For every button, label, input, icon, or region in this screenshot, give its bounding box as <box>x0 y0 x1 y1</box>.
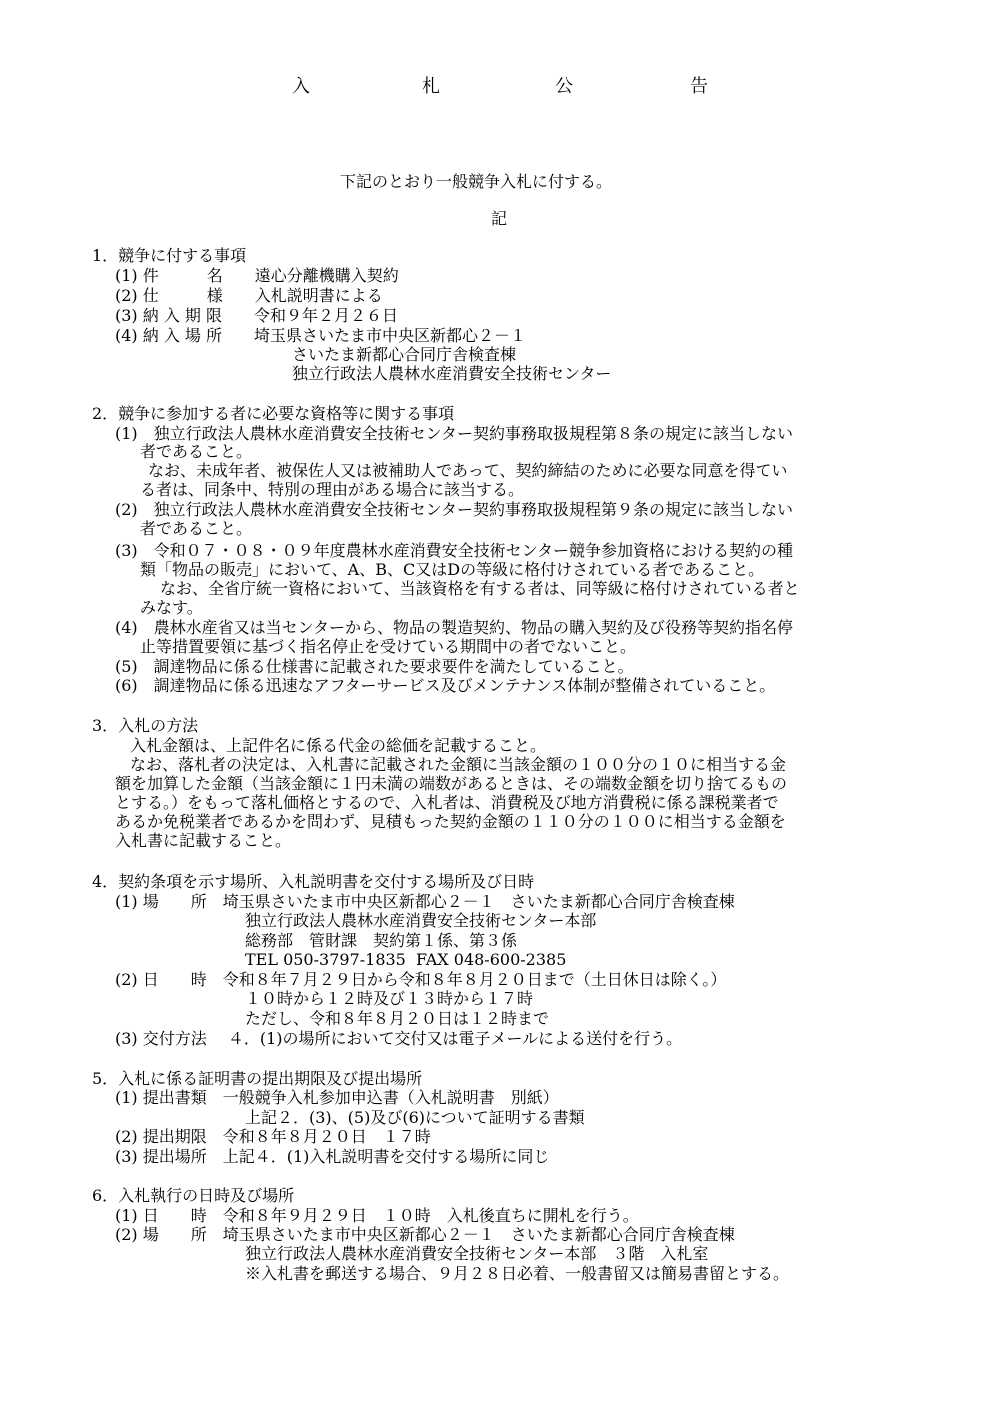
intro-text: 下記のとおり一般競争入札に付する。 <box>340 172 613 191</box>
text-line: さいたま新都心合同庁舎検査棟 <box>292 345 517 364</box>
contact-line: TEL 050-3797-1835 FAX 048-600-2385 <box>245 950 567 969</box>
text-line: 総務部 管財課 契約第１係、第３係 <box>245 931 518 950</box>
text-line: (2) 場 所 埼玉県さいたま市中央区新都心２－１ さいたま新都心合同庁舎検査棟 <box>115 1225 735 1244</box>
text-line: 者であること。 <box>140 519 253 538</box>
text-line: 者であること。 <box>140 442 253 461</box>
text-line: １０時から１２時及び１３時から１７時 <box>245 989 534 1008</box>
text-line: (3) 提出場所 上記４．(1)入札説明書を交付する場所に同じ <box>115 1147 550 1166</box>
text-line: (1) 日 時 令和８年９月２９日 １０時 入札後直ちに開札を行う。 <box>115 1206 639 1225</box>
text-line: 独立行政法人農林水産消費安全技術センター本部 <box>245 911 597 930</box>
text-line: 類「物品の販売」において、A、B、C又はDの等級に格付けされている者であること。 <box>140 560 765 579</box>
text-line: (1) 件 名 遠心分離機購入契約 <box>115 266 399 285</box>
note-line: ※入札書を郵送する場合、９月２８日必着、一般書留又は簡易書留とする。 <box>245 1264 790 1283</box>
section-heading: 6．入札執行の日時及び場所 <box>92 1186 295 1205</box>
text-line: (3) 交付方法 ４．(1)の場所において交付又は電子メールによる送付を行う。 <box>115 1029 683 1048</box>
text-line: る者は、同条中、特別の理由がある場合に該当する。 <box>140 480 525 499</box>
text-line: なお、落札者の決定は、入札書に記載された金額に当該金額の１００分の１０に相当する金 <box>130 755 787 774</box>
text-line: 独立行政法人農林水産消費安全技術センター <box>292 364 612 383</box>
text-line: なお、全省庁統一資格において、当該資格を有する者は、同等級に格付けされている者と <box>160 579 800 598</box>
text-line: あるか免税業者であるかを問わず、見積もった契約金額の１１０分の１００に相当する金額を <box>115 812 786 831</box>
text-line: (1) 独立行政法人農林水産消費安全技術センター契約事務取扱規程第８条の規定に該当しない <box>115 424 794 443</box>
text-line: (2) 提出期限 令和８年８月２０日 １７時 <box>115 1127 431 1146</box>
text-line: 独立行政法人農林水産消費安全技術センター本部 ３階 入札室 <box>245 1244 709 1263</box>
section-heading: 1．競争に付する事項 <box>92 246 247 265</box>
section-heading: 3．入札の方法 <box>92 716 199 735</box>
title-char: 入 <box>292 76 310 97</box>
text-line: 額を加算した金額（当該金額に１円未満の端数があるときは、その端数金額を切り捨てるもの <box>115 774 788 793</box>
title-char: 札 <box>422 76 440 97</box>
text-line: (2) 仕 様 入札説明書による <box>115 286 383 305</box>
text-line: (2) 日 時 令和８年７月２９日から令和８年８月２０日まで（土日休日は除く。） <box>115 970 727 989</box>
text-line: (2) 独立行政法人農林水産消費安全技術センター契約事務取扱規程第９条の規定に該当しない <box>115 500 794 519</box>
text-line: 入札書に記載すること。 <box>115 831 292 850</box>
document-title <box>0 72 1000 97</box>
text-line: (4) 農林水産省又は当センターから、物品の製造契約、物品の購入契約及び役務等契約指名停 <box>115 618 794 637</box>
text-line: とする。）をもって落札価格とするので、入札者は、消費税及び地方消費税に係る課税業者で <box>115 793 779 812</box>
text-line: 止等措置要領に基づく指名停止を受けている期間中の者でないこと。 <box>140 637 637 656</box>
section-heading: 4．契約条項を示す場所、入札説明書を交付する場所及び日時 <box>92 872 535 891</box>
text-line: なお、未成年者、被保佐人又は被補助人であって、契約締結のために必要な同意を得てい <box>148 461 788 480</box>
text-line: みなす。 <box>140 598 203 617</box>
text-line: 上記２．(3)、(5)及び(6)について証明する書類 <box>245 1108 585 1127</box>
text-line: (1) 場 所 埼玉県さいたま市中央区新都心２－１ さいたま新都心合同庁舎検査棟 <box>115 892 735 911</box>
title-char: 公 <box>555 76 573 97</box>
text-line: ただし、令和８年８月２０日は１２時まで <box>245 1009 550 1028</box>
section-heading: 5．入札に係る証明書の提出期限及び提出場所 <box>92 1069 423 1088</box>
text-line: (6) 調達物品に係る迅速なアフターサービス及びメンテナンス体制が整備されていること。 <box>115 676 776 695</box>
text-line: (4) 納 入 場 所 埼玉県さいたま市中央区新都心２－１ <box>115 326 527 345</box>
text-line: (5) 調達物品に係る仕様書に記載された要求要件を満たしていること。 <box>115 657 634 676</box>
ki-heading: 記 <box>491 209 508 228</box>
text-line: 入札金額は、上記件名に係る代金の総価を記載すること。 <box>130 736 547 755</box>
text-line: (1) 提出書類 一般競争入札参加申込書（入札説明書 別紙） <box>115 1088 559 1107</box>
text-line: (3) 令和０７・０８・０９年度農林水産消費安全技術センター競争参加資格における契約の種 <box>115 541 794 560</box>
title-char: 告 <box>690 76 708 97</box>
section-heading: 2．競争に参加する者に必要な資格等に関する事項 <box>92 404 455 423</box>
text-line: (3) 納 入 期 限 令和９年２月２６日 <box>115 306 399 325</box>
